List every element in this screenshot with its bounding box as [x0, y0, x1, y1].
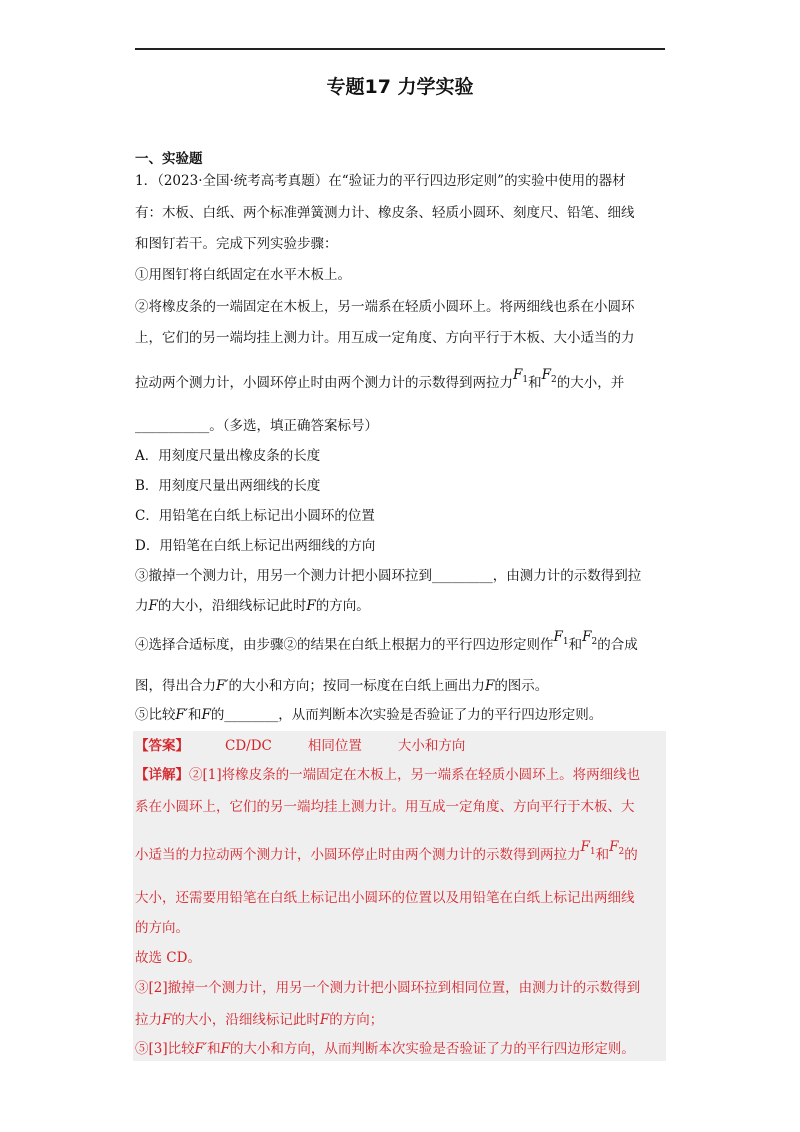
formula-f1: $F_1$ [580, 839, 596, 857]
answer-1: CD/DC [225, 738, 272, 754]
option-c: C．用铅笔在白纸上标记出小圆环的位置 [135, 508, 375, 524]
symbol-f-prime: F′ [175, 707, 188, 723]
detail-line-5: 的方向。 [135, 920, 189, 936]
text: 和 [595, 847, 610, 863]
step-1: ①用图钉将白纸固定在水平木板上。 [135, 267, 351, 283]
symbol-f: F [148, 598, 158, 614]
formula-f2: $F_2$ [609, 839, 625, 857]
text: 的大小和方向，从而判断本次实验是否验证了力的平行四边形定则。 [229, 1041, 635, 1057]
detail-tag: 【详解】 [135, 767, 189, 783]
detail-line-7: ③[2]撤掉一个测力计，用另一个测力计把小圆环拉到相同位置，由测力计的示数得到 [135, 980, 641, 996]
text: 小适当的力拉动两个测力计，小圆环停止时由两个测力计的示数得到两拉力 [135, 847, 581, 863]
formula-f2: $F_2$ [541, 367, 557, 385]
text: 力 [135, 598, 149, 614]
symbol-f-prime: F′ [216, 678, 229, 694]
step-2-line-3 [135, 367, 625, 394]
step-4-line-2 [135, 678, 548, 694]
detail-line-1 [135, 767, 640, 783]
step-4-line-1 [135, 629, 638, 656]
text: 的________，从而判断本次实验是否验证了力的平行四边形定则。 [210, 707, 603, 723]
text: 的大小，沿细线标记此时 [157, 598, 307, 614]
question-line-2: 有：木板、白纸、两个标准弹簧测力计、橡皮条、轻质小圆环、刻度尺、铅笔、细线 [135, 205, 635, 221]
formula-f1: $F_1$ [553, 629, 569, 647]
option-a: A．用刻度尺量出橡皮条的长度 [135, 448, 321, 464]
symbol-f: F [484, 678, 495, 694]
detail-line-6: 故选 CD。 [135, 950, 201, 966]
text: 的方向； [329, 1012, 384, 1028]
detail-line-3 [135, 839, 638, 866]
detail-line-9 [135, 1041, 635, 1057]
text: ④选择合适标度，由步骤②的结果在白纸上根据力的平行四边形定则作 [135, 637, 554, 653]
page-title: 专题17 力学实验 [326, 76, 474, 98]
text: 拉动两个测力计，小圆环停止时由两个测力计的示数得到两拉力 [135, 375, 513, 391]
symbol-f: F [306, 598, 316, 614]
step-5 [135, 707, 602, 723]
detail-line-8 [135, 1012, 383, 1028]
symbol-f: F [162, 1012, 172, 1028]
text: ⑤[3]比较 [135, 1041, 195, 1057]
step-3-line-2 [135, 598, 370, 614]
text: 的 [624, 847, 638, 863]
text: 和 [187, 707, 202, 723]
section-heading: 一、实验题 [135, 151, 203, 167]
step-3-line-1: ③撤掉一个测力计，用另一个测力计把小圆环拉到_________，由测力计的示数得到拉 [135, 568, 642, 584]
text: 的合成 [597, 637, 638, 653]
text: 的图示。 [494, 678, 549, 694]
detail-line-4: 大小，还需要用铅笔在白纸上标记出小圆环的位置以及用铅笔在白纸上标记出两细线 [135, 890, 635, 906]
symbol-f: F [220, 1041, 230, 1057]
answer-blank-line: ___________。（多选，填正确答案标号） [135, 418, 378, 434]
text: ②[1]将橡皮条的一端固定在木板上，另一端系在轻质小圆环上。将两细线也 [189, 767, 641, 783]
option-b: B．用刻度尺量出两细线的长度 [135, 478, 321, 494]
text: 和 [568, 637, 583, 653]
symbol-f-prime: F′ [194, 1041, 208, 1057]
detail-line-2: 系在小圆环上，它们的另一端均挂上测力计。用互成一定角度、方向平行于木板、大 [135, 799, 635, 815]
text: 和 [528, 375, 542, 391]
text: 图，得出合力 [135, 678, 216, 694]
text: 的方向。 [315, 598, 370, 614]
step-2-line-2: 上，它们的另一端均挂上测力计。用互成一定角度、方向平行于木板、大小适当的力 [135, 330, 635, 346]
text: ⑤比较 [135, 707, 176, 723]
symbol-f: F [319, 1012, 330, 1028]
step-2-line-1: ②将橡皮条的一端固定在木板上，另一端系在轻质小圆环上。将两细线也系在小圆环 [135, 299, 635, 315]
answer-tag: 【答案】 [135, 738, 189, 754]
text: 和 [207, 1041, 221, 1057]
text: 的大小，沿细线标记此时 [171, 1012, 320, 1028]
text: 拉力 [135, 1012, 162, 1028]
answer-2: 相同位置 [307, 738, 362, 754]
question-line-3: 和图钉若干。完成下列实验步骤： [135, 236, 338, 252]
symbol-f: F [201, 707, 211, 723]
formula-f1: $F_1$ [513, 367, 529, 385]
option-d: D．用铅笔在白纸上标记出两细线的方向 [135, 538, 376, 554]
text: 的大小，并 [556, 375, 625, 391]
formula-f2: $F_2$ [582, 629, 598, 647]
question-line-1: 1．（2023·全国·统考高考真题）在“验证力的平行四边形定则”的实验中使用的器材 [135, 173, 626, 189]
text: 的大小和方向；按同一标度在白纸上画出力 [228, 678, 485, 694]
header-rule [135, 48, 665, 50]
answer-3: 大小和方向 [397, 738, 466, 754]
answer-line [135, 738, 465, 754]
